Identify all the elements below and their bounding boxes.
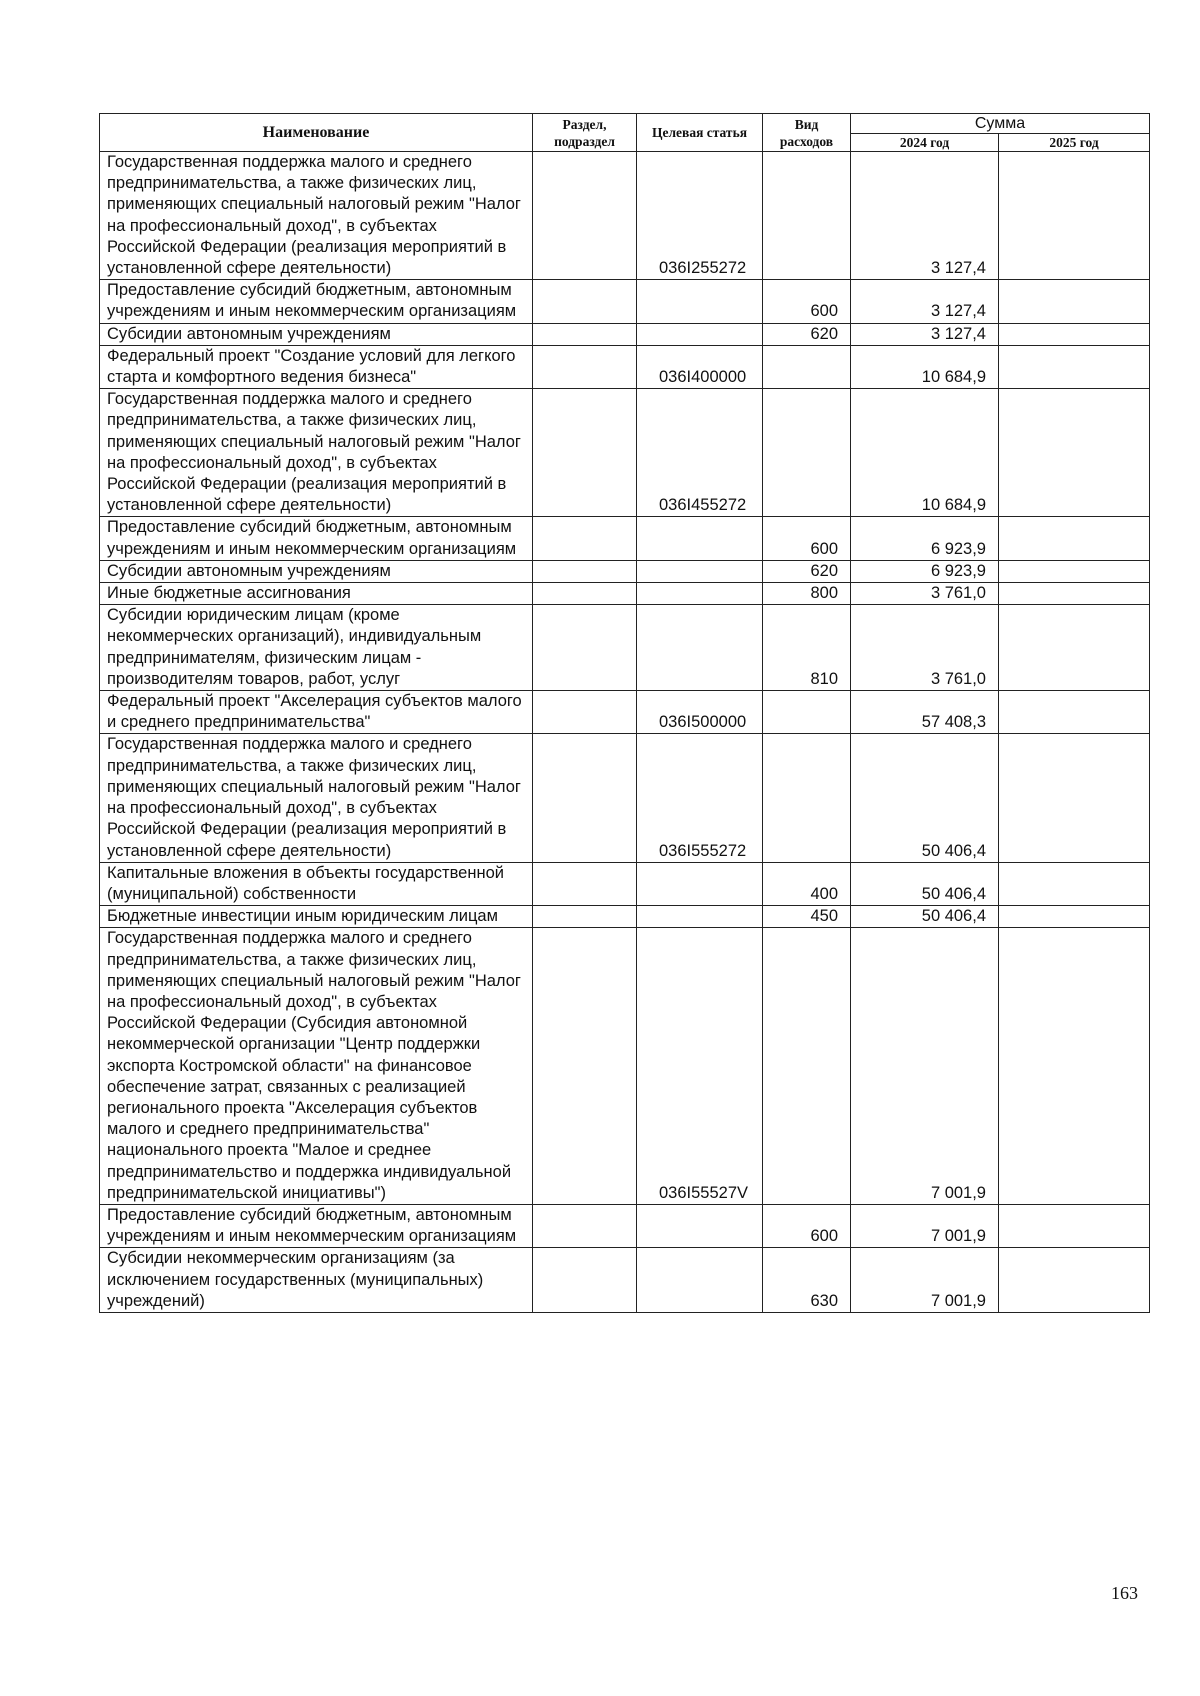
row-name: Государственная поддержка малого и среднего предпринимательства, а также физических лиц, применяющих специальный налоговый режим "Налог на профессиональный доход", в субъектах Российской Федерации (Субсидия автономной некоммерческой организации "Центр поддержки экспорта Костромской области" на финансовое обеспечение затрат, связанных с реализацией регионального проекта "Акселерация субъектов малого и среднего предпринимательства" национального проекта "Малое и среднее предпринимательство и поддержка индивидуальной предпринимательской инициативы") [100, 928, 533, 1205]
row-target-code [637, 1204, 763, 1247]
header-name: Наименование [100, 114, 533, 152]
header-target: Целевая статья [637, 114, 763, 152]
row-sum-2025 [999, 345, 1150, 388]
row-sum-2024: 10 684,9 [851, 389, 999, 517]
row-sum-2024: 50 406,4 [851, 862, 999, 905]
row-name: Капитальные вложения в объекты государственной (муниципальной) собственности [100, 862, 533, 905]
row-expense-type: 620 [763, 560, 851, 582]
row-target-code: 036I500000 [637, 691, 763, 734]
row-name: Бюджетные инвестиции иным юридическим лицам [100, 906, 533, 928]
row-name: Федеральный проект "Акселерация субъектов малого и среднего предпринимательства" [100, 691, 533, 734]
row-target-code: 036I55527V [637, 928, 763, 1205]
row-sum-2024: 50 406,4 [851, 906, 999, 928]
row-name: Предоставление субсидий бюджетным, автономным учреждениям и иным некоммерческим организациям [100, 517, 533, 560]
row-sum-2024: 57 408,3 [851, 691, 999, 734]
row-name: Субсидии юридическим лицам (кроме некоммерческих организаций), индивидуальным предпринимателям, физическим лицам - производителям товаров, работ, услуг [100, 605, 533, 691]
row-sum-2025 [999, 928, 1150, 1205]
header-year-2025: 2025 год [999, 134, 1150, 152]
budget-table [99, 113, 1150, 1313]
row-sum-2024: 10 684,9 [851, 345, 999, 388]
row-expense-type: 600 [763, 517, 851, 560]
row-sum-2025 [999, 152, 1150, 280]
row-section [533, 389, 637, 517]
row-sum-2025 [999, 323, 1150, 345]
row-sum-2025 [999, 691, 1150, 734]
row-expense-type: 800 [763, 583, 851, 605]
row-name: Предоставление субсидий бюджетным, автономным учреждениям и иным некоммерческим организациям [100, 1204, 533, 1247]
page-number: 163 [1111, 1583, 1138, 1603]
row-expense-type: 630 [763, 1248, 851, 1313]
row-sum-2024: 3 127,4 [851, 323, 999, 345]
row-section [533, 1204, 637, 1247]
row-section [533, 152, 637, 280]
row-expense-type [763, 389, 851, 517]
header-sum: Сумма [851, 114, 1150, 134]
row-name: Субсидии некоммерческим организациям (за исключением государственных (муниципальных) учреждений) [100, 1248, 533, 1313]
row-sum-2024: 50 406,4 [851, 734, 999, 862]
table-row [100, 906, 1150, 928]
table-row [100, 1248, 1150, 1313]
table-row [100, 517, 1150, 560]
table-row [100, 928, 1150, 1205]
row-section [533, 691, 637, 734]
row-sum-2024: 3 761,0 [851, 583, 999, 605]
row-name: Субсидии автономным учреждениям [100, 323, 533, 345]
table-row [100, 389, 1150, 517]
table-row [100, 560, 1150, 582]
row-sum-2024: 3 127,4 [851, 280, 999, 323]
row-target-code [637, 1248, 763, 1313]
row-expense-type [763, 691, 851, 734]
row-expense-type: 600 [763, 280, 851, 323]
row-sum-2024: 7 001,9 [851, 928, 999, 1205]
row-target-code [637, 517, 763, 560]
table-row [100, 734, 1150, 862]
row-section [533, 560, 637, 582]
row-sum-2025 [999, 280, 1150, 323]
row-expense-type: 810 [763, 605, 851, 691]
row-target-code [637, 560, 763, 582]
row-section [533, 280, 637, 323]
row-section [533, 583, 637, 605]
table-row [100, 280, 1150, 323]
row-sum-2025 [999, 734, 1150, 862]
row-expense-type: 620 [763, 323, 851, 345]
table-row [100, 583, 1150, 605]
table-row [100, 1204, 1150, 1247]
row-section [533, 734, 637, 862]
row-expense-type: 400 [763, 862, 851, 905]
row-section [533, 345, 637, 388]
row-name: Субсидии автономным учреждениям [100, 560, 533, 582]
row-sum-2025 [999, 517, 1150, 560]
row-name: Государственная поддержка малого и среднего предпринимательства, а также физических лиц, применяющих специальный налоговый режим "Налог на профессиональный доход", в субъектах Российской Федерации (реализация мероприятий в установленной сфере деятельности) [100, 152, 533, 280]
row-name: Иные бюджетные ассигнования [100, 583, 533, 605]
row-target-code [637, 906, 763, 928]
row-target-code [637, 583, 763, 605]
row-sum-2024: 6 923,9 [851, 517, 999, 560]
row-expense-type: 600 [763, 1204, 851, 1247]
row-target-code [637, 862, 763, 905]
row-expense-type [763, 928, 851, 1205]
row-expense-type [763, 152, 851, 280]
row-name: Государственная поддержка малого и среднего предпринимательства, а также физических лиц, применяющих специальный налоговый режим "Налог на профессиональный доход", в субъектах Российской Федерации (реализация мероприятий в установленной сфере деятельности) [100, 734, 533, 862]
row-section [533, 928, 637, 1205]
row-target-code [637, 280, 763, 323]
row-sum-2025 [999, 1248, 1150, 1313]
row-section [533, 605, 637, 691]
row-sum-2025 [999, 583, 1150, 605]
table-row [100, 862, 1150, 905]
row-name: Государственная поддержка малого и среднего предпринимательства, а также физических лиц, применяющих специальный налоговый режим "Налог на профессиональный доход", в субъектах Российской Федерации (реализация мероприятий в установленной сфере деятельности) [100, 389, 533, 517]
row-sum-2024: 7 001,9 [851, 1248, 999, 1313]
table-row [100, 691, 1150, 734]
row-section [533, 906, 637, 928]
table-row [100, 345, 1150, 388]
header-expense-type: Вид расходов [763, 114, 851, 152]
row-sum-2024: 6 923,9 [851, 560, 999, 582]
row-section [533, 517, 637, 560]
row-name: Предоставление субсидий бюджетным, автономным учреждениям и иным некоммерческим организациям [100, 280, 533, 323]
row-target-code: 036I400000 [637, 345, 763, 388]
table-row [100, 323, 1150, 345]
row-name: Федеральный проект "Создание условий для легкого старта и комфортного ведения бизнеса" [100, 345, 533, 388]
row-expense-type: 450 [763, 906, 851, 928]
row-sum-2025 [999, 862, 1150, 905]
table-row [100, 605, 1150, 691]
row-target-code: 036I455272 [637, 389, 763, 517]
header-section: Раздел, подраздел [533, 114, 637, 152]
row-sum-2024: 3 127,4 [851, 152, 999, 280]
row-expense-type [763, 345, 851, 388]
row-section [533, 323, 637, 345]
row-sum-2024: 3 761,0 [851, 605, 999, 691]
row-target-code [637, 323, 763, 345]
row-sum-2025 [999, 1204, 1150, 1247]
row-target-code: 036I555272 [637, 734, 763, 862]
row-target-code: 036I255272 [637, 152, 763, 280]
row-sum-2025 [999, 389, 1150, 517]
table-row [100, 152, 1150, 280]
row-sum-2025 [999, 560, 1150, 582]
header-year-2024: 2024 год [851, 134, 999, 152]
row-sum-2025 [999, 605, 1150, 691]
row-sum-2024: 7 001,9 [851, 1204, 999, 1247]
row-section [533, 1248, 637, 1313]
row-sum-2025 [999, 906, 1150, 928]
row-section [533, 862, 637, 905]
row-target-code [637, 605, 763, 691]
row-expense-type [763, 734, 851, 862]
